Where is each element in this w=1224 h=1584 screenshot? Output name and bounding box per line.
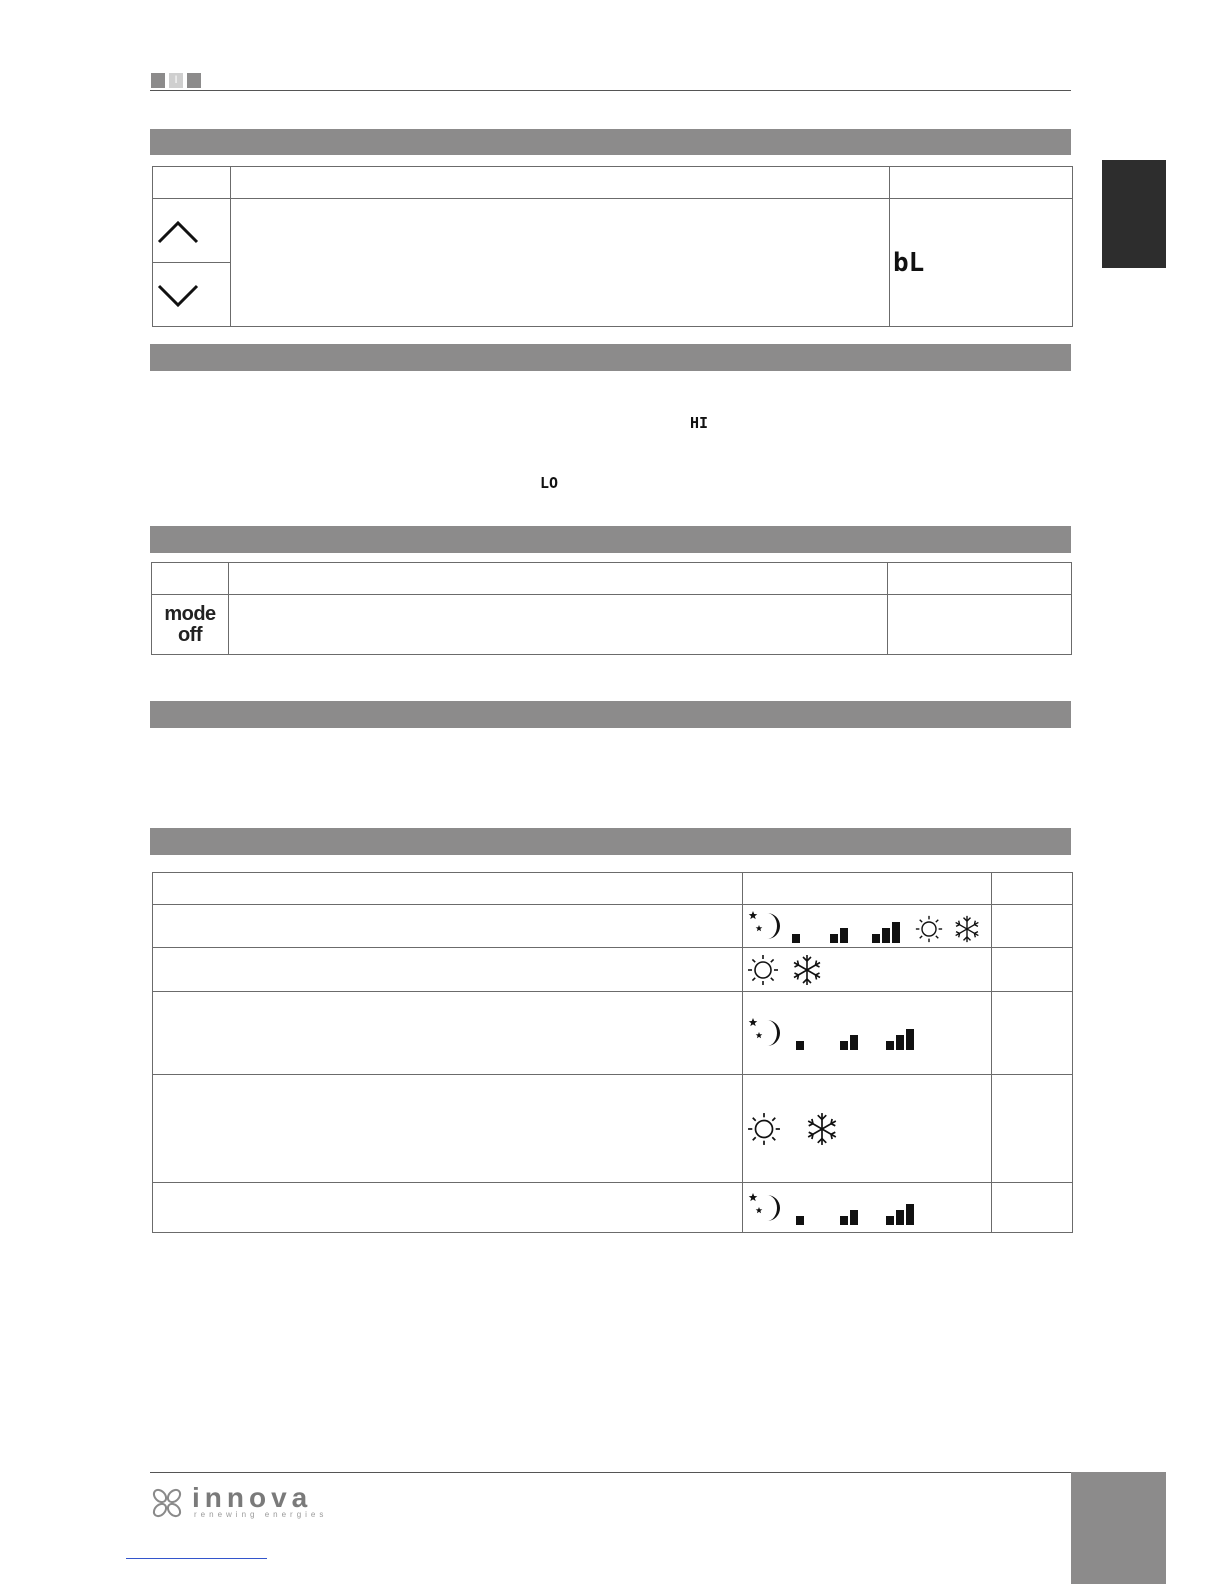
section-bar-5 <box>150 828 1071 855</box>
table-2-header-cell <box>888 563 1072 595</box>
table-2-value-cell <box>888 595 1072 655</box>
chevron-up-icon[interactable] <box>156 216 200 246</box>
display-code-hi: HI <box>690 414 709 432</box>
header-rule <box>150 90 1071 91</box>
table-1-display-cell <box>890 199 1073 327</box>
flag-left-block <box>151 73 165 88</box>
table-3-value-cell <box>992 992 1073 1075</box>
table-3-icons-cell <box>743 992 992 1075</box>
table-2-description-cell <box>229 595 888 655</box>
table-3-value-cell <box>992 1075 1073 1183</box>
night-mode-icon <box>747 1016 781 1050</box>
table-3-description-cell <box>153 992 743 1075</box>
language-side-tab <box>1102 160 1166 268</box>
heating-sun-icon <box>915 915 943 943</box>
table-3-header-cell <box>992 873 1073 905</box>
fan-speed-high-icon <box>871 921 901 943</box>
table-3-icons-cell <box>743 905 992 948</box>
fan-speed-low-icon <box>791 921 821 943</box>
section-bar-1 <box>150 129 1071 155</box>
section-bar-4 <box>150 701 1071 728</box>
table-row <box>153 199 1073 263</box>
table-2 <box>151 562 1072 655</box>
table-3-description-cell <box>153 905 743 948</box>
night-mode-icon <box>747 1191 781 1225</box>
table-2-header-row <box>152 563 1072 595</box>
table-3-description-cell <box>153 1183 743 1233</box>
innova-logo-icon <box>150 1486 184 1520</box>
brand-tagline: renewing energies <box>194 1510 328 1519</box>
brand-name: innova <box>192 1482 313 1513</box>
heating-sun-icon <box>747 1112 781 1146</box>
table-3-header-cell <box>743 873 992 905</box>
fan-speed-low-icon <box>795 1028 825 1050</box>
fan-speed-medium-icon <box>829 921 859 943</box>
fan-speed-low-icon <box>795 1203 825 1225</box>
cooling-snowflake-icon <box>805 1112 839 1146</box>
fan-speed-medium-icon <box>839 1203 869 1225</box>
table-1-description-cell <box>231 199 890 327</box>
table-3-icons-cell <box>743 1183 992 1233</box>
chevron-down-icon[interactable] <box>156 280 200 310</box>
section-bar-2 <box>150 344 1071 371</box>
display-code-lo: LO <box>540 474 559 492</box>
fan-speed-high-icon <box>885 1028 915 1050</box>
down-button-cell <box>153 263 231 327</box>
table-1-header-cell <box>890 167 1073 199</box>
mode-label: mode <box>164 602 216 625</box>
table-3-value-cell <box>992 1183 1073 1233</box>
flag-middle-block <box>169 73 183 88</box>
flag-right-block <box>187 73 201 88</box>
flag-mark: I <box>174 74 178 86</box>
table-1-header-row <box>153 167 1073 199</box>
table-row <box>153 992 1073 1075</box>
off-label: off <box>177 623 203 646</box>
cooling-snowflake-icon <box>953 915 981 943</box>
table-row <box>152 595 1072 655</box>
table-3-icons-cell <box>743 1075 992 1183</box>
table-row <box>153 1075 1073 1183</box>
table-2-header-cell <box>229 563 888 595</box>
table-row <box>153 905 1073 948</box>
fan-speed-high-icon <box>885 1203 915 1225</box>
footer-rule <box>150 1472 1071 1473</box>
table-3 <box>152 872 1073 1233</box>
table-row <box>153 948 1073 992</box>
table-3-description-cell <box>153 1075 743 1183</box>
table-3-header-cell <box>153 873 743 905</box>
table-1-header-cell <box>153 167 231 199</box>
table-3-value-cell <box>992 948 1073 992</box>
page-number-tab <box>1071 1472 1166 1584</box>
section-bar-3 <box>150 526 1071 553</box>
fan-speed-medium-icon <box>839 1028 869 1050</box>
table-1 <box>152 166 1073 327</box>
night-mode-icon <box>747 909 781 943</box>
table-row <box>153 1183 1073 1233</box>
mode-off-button[interactable] <box>152 595 229 655</box>
display-code-bl: bL <box>893 247 925 278</box>
heating-sun-icon <box>747 954 779 986</box>
up-button-cell <box>153 199 231 263</box>
table-2-header-cell <box>152 563 229 595</box>
table-3-value-cell <box>992 905 1073 948</box>
table-3-icons-cell <box>743 948 992 992</box>
table-1-header-cell <box>231 167 890 199</box>
table-3-header-row <box>153 873 1073 905</box>
table-3-description-cell <box>153 948 743 992</box>
link-underline[interactable] <box>126 1558 267 1559</box>
cooling-snowflake-icon <box>791 954 823 986</box>
